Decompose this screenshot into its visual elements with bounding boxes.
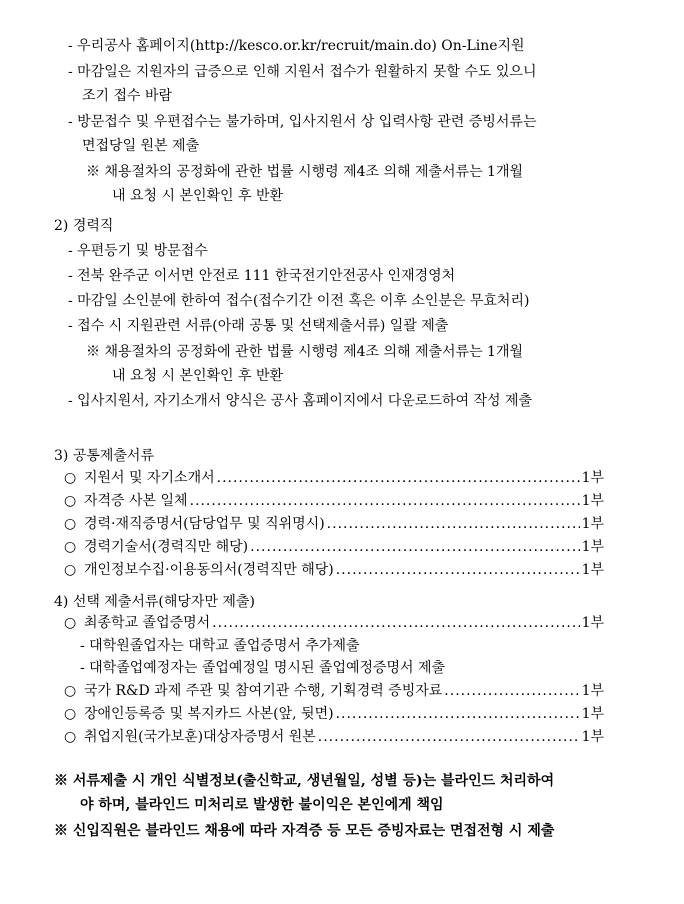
section2-note-line2: 내 요청 시 본인확인 후 반환 [112,368,284,384]
document-name: 경력기술서(경력직만 해당) [84,539,249,555]
section2-title: 2) 경력직 [54,218,114,234]
circle-bullet-icon: ○ [64,615,77,631]
document-count: 1부 [581,683,604,699]
document-count: 1부 [581,539,604,555]
online-application-line: - 우리공사 홈페이지(http://kesco.or.kr/recruit/main.do) On-Line지원 [68,38,525,54]
document-count: 1부 [581,729,604,745]
section2-line: - 우편등기 및 방문접수 [68,243,208,259]
circle-bullet-icon: ○ [64,493,77,509]
document-name: 장애인등록증 및 복지카드 사본(앞, 뒷면) [84,706,334,722]
list-item [64,727,604,747]
circle-bullet-icon: ○ [64,539,77,555]
deadline-note-line2: 조기 접수 바람 [82,88,173,104]
new-hire-notice: ※ 신입직원은 블라인드 채용에 따라 자격증 등 모든 증빙자료는 면접전형 시 제출 [54,823,555,839]
section2-line: - 전북 완주군 이서면 안전로 111 한국전기안전공사 인재경영처 [68,268,456,284]
section2-note-line1: ※ 채용절차의 공정화에 관한 법률 시행령 제4조 의해 제출서류는 1개월 [86,344,524,360]
document-name: 개인정보수집·이용동의서(경력직만 해당) [84,562,334,578]
document-name: 지원서 및 자기소개서 [84,470,215,486]
list-item [64,491,604,511]
document-count: 1부 [581,470,604,486]
section4-title: 4) 선택 제출서류(해당자만 제출) [54,594,255,610]
document-name: 국가 R&D 과제 주관 및 참여기관 수행, 기획경력 증빙자료 [84,683,443,699]
section2-line: - 마감일 소인분에 한하여 접수(접수기간 이전 혹은 이후 소인분은 무효처리) [68,293,530,309]
circle-bullet-icon: ○ [64,729,77,745]
document-count: 1부 [581,493,604,509]
list-item [64,468,604,488]
visit-mail-note-line1: - 방문접수 및 우편접수는 불가하며, 입사지원서 상 입력사항 관련 증빙서류는 [68,114,537,130]
circle-bullet-icon: ○ [64,470,77,486]
visit-mail-note-line2: 면접당일 원본 제출 [82,138,200,154]
list-item [64,704,604,724]
section3-title: 3) 공통제출서류 [54,448,154,464]
document-count: 1부 [581,562,604,578]
list-item [64,613,604,633]
deadline-note-line1: - 마감일은 지원자의 급증으로 인해 지원서 접수가 원활하지 못할 수도 있으니 [68,64,537,80]
document-count: 1부 [581,615,604,631]
return-policy-note-line2: 내 요청 시 본인확인 후 반환 [112,188,284,204]
document-name: 취업지원(국가보훈)대상자증명서 원본 [84,729,316,745]
blind-notice-line2: 야 하며, 블라인드 미처리로 발생한 불이익은 본인에게 책임 [80,797,444,813]
section2-line: - 접수 시 지원관련 서류(아래 공통 및 선택제출서류) 일괄 제출 [68,318,449,334]
circle-bullet-icon: ○ [64,683,77,699]
document-count: 1부 [581,516,604,532]
list-item [64,514,604,534]
list-item [64,537,604,557]
list-item [64,681,604,701]
sub-note: - 대학원졸업자는 대학교 졸업증명서 추가제출 [80,638,360,654]
section2-line: - 입사지원서, 자기소개서 양식은 공사 홈페이지에서 다운로드하여 작성 제출 [68,393,533,409]
sub-note: - 대학졸업예정자는 졸업예정일 명시된 졸업예정증명서 제출 [80,660,446,676]
document-count: 1부 [581,706,604,722]
document-name: 최종학교 졸업증명서 [84,615,211,631]
return-policy-note-line1: ※ 채용절차의 공정화에 관한 법률 시행령 제4조 의해 제출서류는 1개월 [86,164,524,180]
list-item [64,560,604,580]
document-name: 자격증 사본 일체 [84,493,188,509]
document-name: 경력·재직증명서(담당업무 및 직위명시) [84,516,325,532]
blind-notice-line1: ※ 서류제출 시 개인 식별정보(출신학교, 생년월일, 성별 등)는 블라인드 처리하여 [54,773,555,789]
circle-bullet-icon: ○ [64,562,77,578]
circle-bullet-icon: ○ [64,706,77,722]
circle-bullet-icon: ○ [64,516,77,532]
